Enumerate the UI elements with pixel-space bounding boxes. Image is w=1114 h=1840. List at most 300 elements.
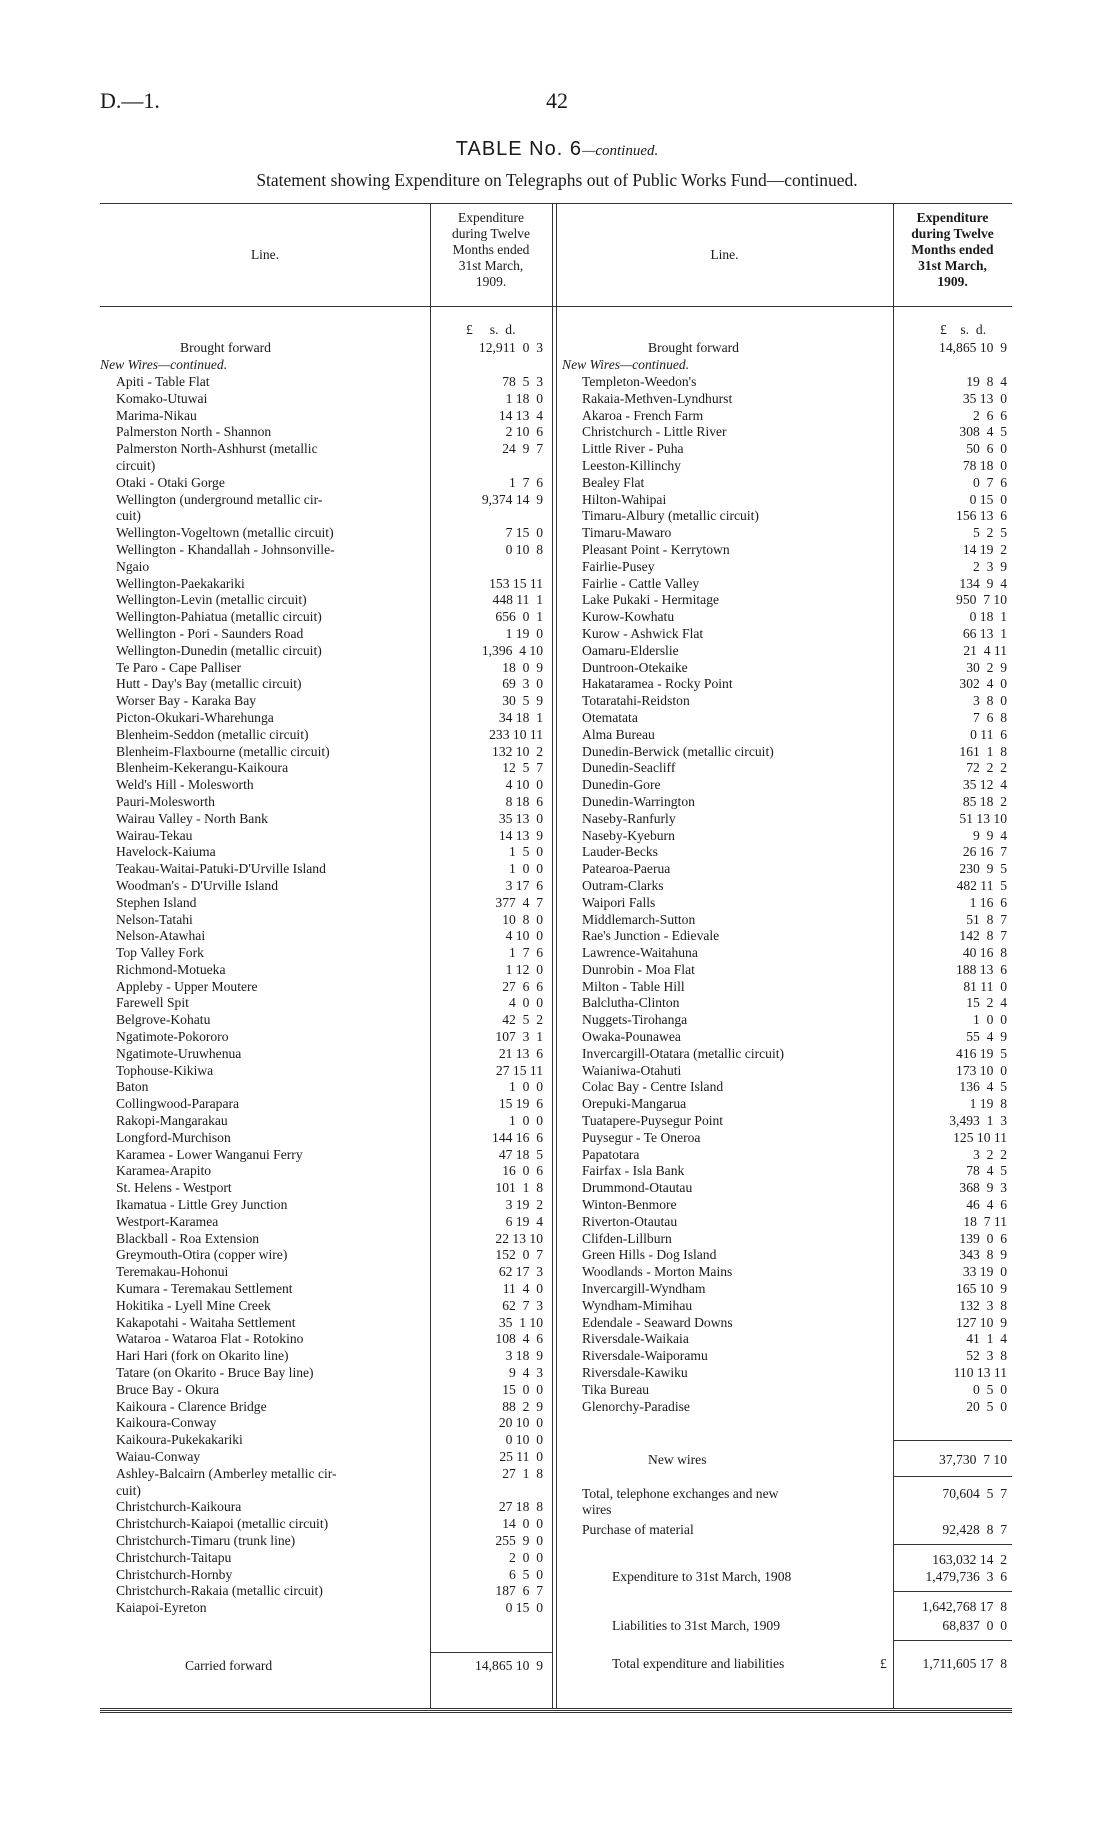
exp-header-l2: during Twelve [452,226,530,241]
table-row [582,559,1007,576]
table-row [116,1029,543,1046]
expenditure-value: 9 4 3 [509,1365,543,1381]
expenditure-value: 0 11 6 [970,726,1007,742]
line-name: Wellington-Vogeltown (metallic circuit) [116,525,334,541]
expenditure-value: 62 17 3 [498,1264,543,1280]
line-name: Komako-Utuwai [116,390,208,406]
line-name: Wellington-Dunedin (metallic circuit) [116,642,322,658]
expenditure-value: 153 15 11 [489,575,543,591]
table-row [116,1567,543,1584]
table-row [116,424,543,441]
expenditure-value: 448 11 1 [492,592,543,608]
table-row [582,592,1007,609]
line-name: Fairlie-Pusey [582,558,655,574]
table-row [582,609,1007,626]
line-name: Weld's Hill - Molesworth [116,777,254,793]
pence-unit: d. [505,322,516,337]
table-row [116,1533,543,1550]
right-brought-forward-value: 14,865 10 9 [939,340,1007,355]
line-name: Milton - Table Hill [582,978,685,994]
expenditure-value: 78 5 3 [502,374,543,389]
table-row [582,1096,1007,1113]
line-name: Woodlands - Morton Mains [582,1264,733,1280]
line-name: Otematata [582,709,638,725]
expenditure-value: 950 7 10 [956,592,1007,608]
line-name: Hilton-Wahipai [582,491,667,507]
line-name: Winton-Benmore [582,1197,677,1213]
table-row [116,1214,543,1231]
expenditure-value: 20 10 0 [498,1415,543,1431]
table-row [116,1197,543,1214]
table-row [582,895,1007,912]
line-name: Dunrobin - Moa Flat [582,961,695,977]
line-name: Christchurch-Timaru (trunk line) [116,1532,296,1548]
line-name: Te Paro - Cape Palliser [116,659,242,675]
line-name: Middlemarch-Sutton [582,911,696,927]
expenditure-value: 0 10 0 [505,1432,543,1448]
line-name: Tophouse-Kikiwa [116,1062,214,1078]
line-name: Wellington-Levin (metallic circuit) [116,592,307,608]
table-row [582,1147,1007,1164]
line-name: Blenheim-Kekerangu-Kaikoura [116,760,289,776]
expenditure-value: 1 0 0 [973,1012,1007,1028]
table-row [116,643,543,660]
line-name: Totaratahi-Reidston [582,693,690,709]
line-name: Wellington-Pahiatua (metallic circuit) [116,609,322,625]
expenditure-value: 21 13 6 [498,1045,543,1061]
table-row [582,1063,1007,1080]
table-row [116,760,543,777]
line-name: Naseby-Kyeburn [582,827,675,843]
table-row [116,542,543,559]
expenditure-value: 142 8 7 [959,928,1007,944]
expenditure-value: 33 19 0 [962,1264,1007,1280]
expenditure-value: 51 13 10 [959,810,1007,826]
line-name: Apiti - Table Flat [116,374,210,389]
expenditure-value: 1 0 0 [509,1113,543,1129]
line-name: Pauri-Molesworth [116,793,215,809]
expenditure-value: 3 2 2 [973,1146,1007,1162]
line-name: Appleby - Upper Moutere [116,978,258,994]
line-name: Lawrence-Waitahuna [582,945,698,961]
expenditure-value: 1 5 0 [509,844,543,860]
table-row [582,1281,1007,1298]
expenditure-value: 35 12 4 [962,777,1007,793]
expenditure-value: 9,374 14 9 [481,491,543,507]
table-row [116,676,543,693]
expenditure-value: 6 5 0 [509,1566,543,1582]
table-row [582,811,1007,828]
table-row [582,912,1007,929]
table-row [582,1298,1007,1315]
expenditure-value: 255 9 0 [495,1532,543,1548]
right-brought-forward-label: Brought forward [648,340,739,355]
expenditure-value: 3 18 9 [505,1348,543,1364]
line-name: Worser Bay - Karaka Bay [116,693,257,709]
line-name: Waianiwa-Otahuti [582,1062,682,1078]
expenditure-value: 27 1 8 [502,1465,543,1481]
table-row [116,492,543,509]
left-brought-forward-value: 12,911 0 3 [478,340,543,355]
expenditure-value: 377 4 7 [495,894,543,910]
table-row [116,1516,543,1533]
line-name: Dunedin-Seacliff [582,760,676,776]
table-row [116,559,543,576]
table-row [582,1079,1007,1096]
expenditure-value: 78 18 0 [962,457,1007,473]
expenditure-value: 40 16 8 [962,945,1007,961]
line-name: cuit) [116,1482,141,1498]
line-name: Papatotara [582,1146,640,1162]
table-row [116,1415,543,1432]
expenditure-value: 24 9 7 [502,441,543,457]
expenditure-value: 0 18 1 [969,609,1007,625]
expenditure-value: 8 18 6 [505,793,543,809]
line-name: circuit) [116,457,156,473]
table-row [582,1331,1007,1348]
line-name: Kaikoura - Clarence Bridge [116,1398,267,1414]
expenditure-value: 14 19 2 [962,541,1007,557]
expenditure-value: 15 2 4 [966,995,1007,1011]
line-name: Pleasant Point - Kerrytown [582,541,730,557]
table-row [582,1180,1007,1197]
expenditure-value: 30 5 9 [502,693,543,709]
expenditure-value: 3,493 1 3 [949,1113,1007,1129]
table-row [582,1012,1007,1029]
expenditure-value: 35 13 0 [498,810,543,826]
expenditure-value: 233 10 11 [489,726,543,742]
line-name: Blenheim-Flaxbourne (metallic circuit) [116,743,330,759]
line-name: Akaroa - French Farm [582,407,704,423]
exp-header-r4: 31st March, [918,258,987,273]
table-row [116,1180,543,1197]
table-row [116,1348,543,1365]
line-name: Kaikoura-Pukekakariki [116,1432,243,1448]
expenditure-value: 4 0 0 [509,995,543,1011]
table-row [116,979,543,996]
table-row [582,861,1007,878]
table-subtitle: Statement showing Expenditure on Telegraphs out of Public Works Fund—continued. [256,170,858,190]
table-row [582,1315,1007,1332]
table-row [116,1113,543,1130]
table-row [582,676,1007,693]
right-total-rule [893,1640,1012,1641]
expenditure-value: 0 15 0 [969,491,1007,507]
table-row [582,626,1007,643]
table-row [582,1214,1007,1231]
expenditure-value: 21 4 11 [963,642,1007,658]
expenditure-value: 1 12 0 [505,961,543,977]
table-row [116,1600,543,1617]
document-reference: D.—1. [100,88,160,113]
line-name: Baton [116,1079,149,1095]
expenditure-value: 368 9 3 [959,1180,1007,1196]
line-name: Bruce Bay - Okura [116,1381,220,1397]
pence-unit: d. [975,322,987,337]
table-row [116,1247,543,1264]
telephone-label-1: Total, telephone exchanges and new [582,1486,779,1501]
table-row [582,374,1007,391]
table-row [116,1046,543,1063]
line-name: Collingwood-Parapara [116,1096,240,1112]
table-row [582,508,1007,525]
line-name: Nelson-Atawhai [116,928,206,944]
table-row [582,995,1007,1012]
page-number: 42 [546,88,568,113]
table-row [116,1298,543,1315]
line-name: Wyndham-Mimihau [582,1297,693,1313]
line-name: Hokitika - Lyell Mine Creek [116,1297,271,1313]
shillings-unit: s. [489,322,499,337]
table-row [116,878,543,895]
line-name: Rae's Junction - Edievale [582,928,720,944]
table-row [582,693,1007,710]
table-row [116,912,543,929]
line-name: Havelock-Kaiuma [116,844,216,860]
line-name: Ngatimote-Pokororo [116,1029,229,1045]
expenditure-value: 187 6 7 [495,1583,543,1599]
line-name: Kaikoura-Conway [116,1415,217,1431]
line-name: Wairau-Tekau [116,827,193,843]
exp-header-l3: Months ended [452,242,530,257]
table-row [116,1331,543,1348]
expenditure-value: 132 10 2 [492,743,543,759]
table-row [116,727,543,744]
table-row [116,1012,543,1029]
table-row [582,794,1007,811]
expenditure-value: 51 8 7 [966,911,1007,927]
line-name: Rakaia-Methven-Lyndhurst [582,390,733,406]
expenditure-value: 1,396 4 10 [481,642,543,658]
expenditure-value: 1 0 0 [509,1079,543,1095]
expenditure-value: 6 19 4 [505,1213,543,1229]
table-row [582,542,1007,559]
material-value: 92,428 8 7 [942,1522,1007,1537]
pounds-unit: £ [940,322,947,337]
line-name: Riversdale-Waiporamu [582,1348,708,1364]
line-name: Longford-Murchison [116,1129,231,1145]
table-row [116,928,543,945]
table-row [116,945,543,962]
expenditure-value: 188 13 6 [956,961,1007,977]
line-name: Colac Bay - Centre Island [582,1079,724,1095]
table-row [582,1382,1007,1399]
total-currency: £ [880,1656,887,1671]
line-name: Nuggets-Tirohanga [582,1012,688,1028]
line-name: Patearoa-Paerua [582,861,671,877]
table-row [582,1029,1007,1046]
expenditure-value: 156 13 6 [956,508,1007,524]
expenditure-value: 27 18 8 [498,1499,543,1515]
table-row [582,458,1007,475]
liabilities-value: 68,837 0 0 [942,1618,1007,1633]
line-name: Oamaru-Elderslie [582,642,679,658]
line-name: Orepuki-Mangarua [582,1096,687,1112]
telephone-label-2: wires [582,1502,612,1517]
expenditure-value: 230 9 5 [959,861,1007,877]
line-name: Little River - Puha [582,441,684,457]
left-expenditure-header [430,210,552,290]
line-name: Marima-Nikau [116,407,197,423]
expenditure-value: 15 19 6 [498,1096,543,1112]
total-label: Total expenditure and liabilities [612,1656,785,1671]
table-row [116,1483,543,1500]
table-row [116,626,543,643]
expenditure-value: 1 7 6 [509,474,543,490]
expenditure-value: 1 0 0 [509,861,543,877]
table-row [116,525,543,542]
table-row [582,945,1007,962]
table-row [116,1264,543,1281]
line-name: Kurow-Kowhatu [582,609,675,625]
expenditure-value: 18 0 9 [502,659,543,675]
expenditure-value: 30 2 9 [966,659,1007,675]
expenditure-value: 1 18 0 [505,390,543,406]
exp-header-l1: Expenditure [458,210,524,225]
expenditure-value: 1 19 0 [505,625,543,641]
exp1908-value: 1,479,736 3 6 [925,1569,1007,1584]
right-sum-rule [893,1591,1012,1592]
right-line-header: Line. [710,247,739,262]
table-row [582,1231,1007,1248]
left-rows [116,374,543,1617]
expenditure-value: 14 13 9 [498,827,543,843]
expenditure-value: 26 16 7 [962,844,1007,860]
table-row [116,828,543,845]
expenditure-value: 302 4 0 [959,676,1007,692]
left-carried-forward-value: 14,865 10 9 [475,1658,543,1673]
footer-double-rule [100,1710,1012,1713]
line-name: Timaru-Mawaro [582,525,672,541]
left-carried-rule [430,1652,552,1653]
expenditure-value: 2 0 0 [509,1549,543,1565]
line-name: Lake Pukaki - Hermitage [582,592,720,608]
table-row [116,693,543,710]
line-name: Karamea - Lower Wanganui Ferry [116,1146,303,1162]
exp1908-label: Expenditure to 31st March, 1908 [612,1569,792,1584]
expenditure-value: 3 8 0 [973,693,1007,709]
table-row [116,794,543,811]
table-row [582,408,1007,425]
line-name: Bealey Flat [582,474,645,490]
table-row [582,660,1007,677]
line-name: Tuatapere-Puysegur Point [582,1113,724,1129]
expenditure-value: 9 9 4 [973,827,1007,843]
line-name: Fairfax - Isla Bank [582,1163,685,1179]
table-row [116,458,543,475]
expenditure-value: 27 15 11 [495,1062,543,1078]
line-name: Edendale - Seaward Downs [582,1314,733,1330]
expenditure-value: 7 15 0 [505,525,543,541]
expenditure-value: 15 0 0 [502,1381,543,1397]
line-name: Hutt - Day's Bay (metallic circuit) [116,676,302,692]
table-row [582,1197,1007,1214]
expenditure-value: 14 0 0 [502,1516,543,1532]
table-row [582,828,1007,845]
shillings-unit: s. [960,322,970,337]
exp-header-l4: 31st March, [458,258,524,273]
expenditure-value: 5 2 5 [973,525,1007,541]
line-name: Christchurch - Little River [582,424,727,440]
right-section-heading: New Wires—continued. [562,357,690,372]
expenditure-value: 50 6 0 [966,441,1007,457]
expenditure-value: 46 4 6 [966,1197,1007,1213]
line-name: St. Helens - Westport [116,1180,232,1196]
line-name: Green Hills - Dog Island [582,1247,717,1263]
line-name: Kakapotahi - Waitaha Settlement [116,1314,296,1330]
table-row [116,408,543,425]
expenditure-value: 34 18 1 [498,709,543,725]
expenditure-value: 132 3 8 [959,1297,1007,1313]
expenditure-value: 110 13 11 [953,1365,1007,1381]
left-currency-units [466,322,516,338]
table-row [582,777,1007,794]
table-row [116,592,543,609]
line-name: Kaiapoi-Eyreton [116,1600,207,1616]
right-subtotal-rule [893,1544,1012,1545]
expenditure-value: 165 10 9 [956,1281,1007,1297]
line-name: Wellington (underground metallic cir- [116,491,323,507]
left-carried-forward-label: Carried forward [185,1658,273,1673]
center-divider [552,203,553,1708]
line-name: Puysegur - Te Oneroa [582,1129,701,1145]
expenditure-value: 107 3 1 [495,1029,543,1045]
table-row [582,1264,1007,1281]
line-name: Riverton-Otautau [582,1213,678,1229]
table-row [116,1499,543,1516]
expenditure-value: 11 4 0 [502,1281,543,1297]
line-name: Otaki - Otaki Gorge [116,474,225,490]
expenditure-value: 41 1 4 [966,1331,1007,1347]
table-row [116,508,543,525]
table-row [582,1113,1007,1130]
line-name: Karamea-Arapito [116,1163,212,1179]
expenditure-value: 139 0 6 [959,1230,1007,1246]
line-name: Woodman's - D'Urville Island [116,877,278,893]
expenditure-value: 69 3 0 [502,676,543,692]
line-name: Teremakau-Hohonui [116,1264,229,1280]
table-row [582,1365,1007,1382]
table-row [116,1382,543,1399]
expenditure-value: 416 19 5 [956,1045,1007,1061]
table-row [582,760,1007,777]
line-name: Ikamatua - Little Grey Junction [116,1197,288,1213]
expenditure-value: 343 8 9 [959,1247,1007,1263]
left-brought-forward-label: Brought forward [180,340,271,355]
expenditure-value: 35 13 0 [962,390,1007,406]
table-row [116,861,543,878]
line-name: Palmerston North-Ashhurst (metallic [116,441,318,457]
line-name: Ashley-Balcairn (Amberley metallic cir- [116,1465,337,1481]
line-name: Tatare (on Okarito - Bruce Bay line) [116,1365,314,1381]
line-name: Outram-Clarks [582,877,664,893]
line-name: Dunedin-Gore [582,777,661,793]
expenditure-value: 4 10 0 [505,928,543,944]
line-name: Timaru-Albury (metallic circuit) [582,508,759,524]
exp-header-r5: 1909. [937,274,968,289]
line-name: Riversdale-Waikaia [582,1331,689,1347]
right-new-wires-rule [893,1440,1012,1441]
expenditure-value: 52 3 8 [966,1348,1007,1364]
line-name: Tika Bureau [582,1381,650,1397]
table-row [582,928,1007,945]
line-name: cuit) [116,508,141,524]
table-row [582,492,1007,509]
expenditure-value: 161 1 8 [959,743,1007,759]
table-row [116,962,543,979]
table-row [582,1348,1007,1365]
expenditure-value: 85 18 2 [962,793,1007,809]
